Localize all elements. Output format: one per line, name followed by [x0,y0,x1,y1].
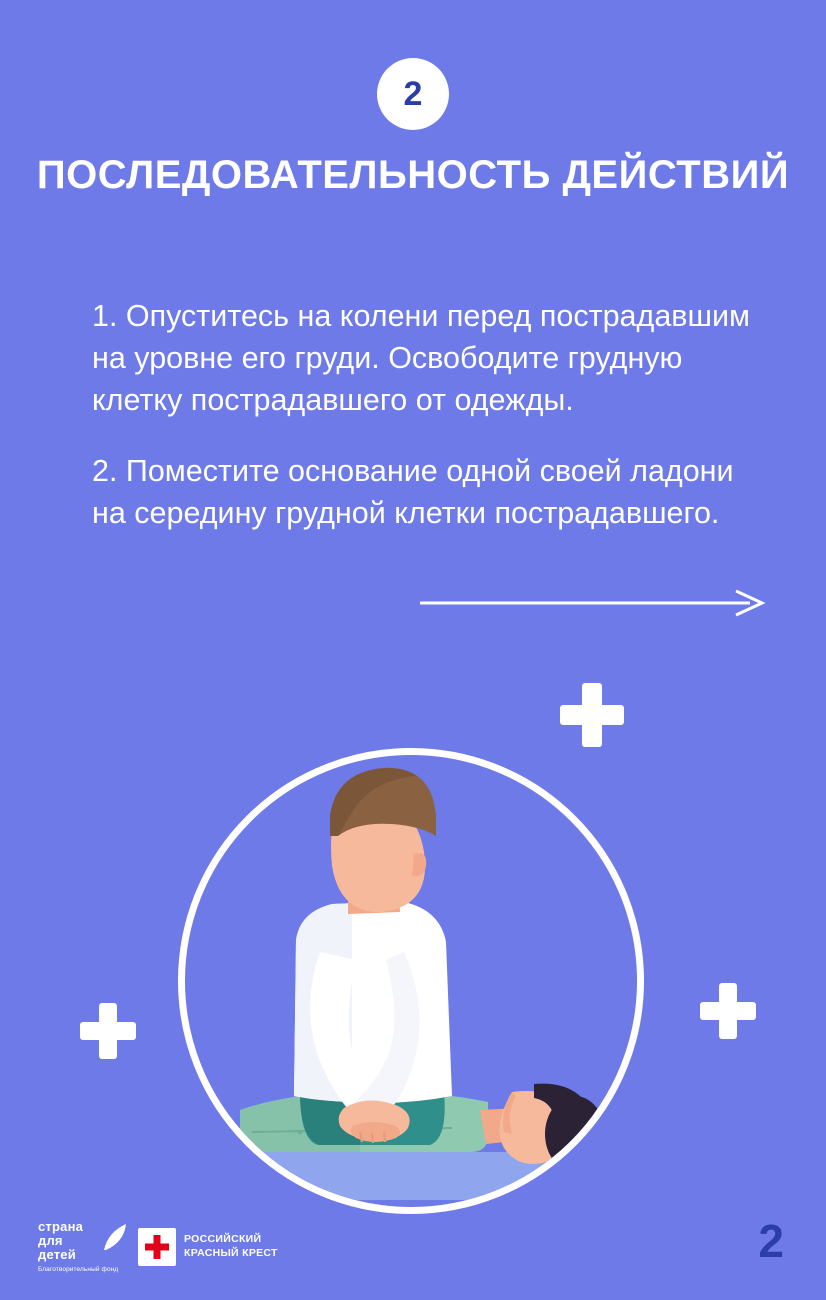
page-number: 2 [758,1215,784,1267]
red-cross-icon [138,1228,176,1266]
russian-red-cross-logo [138,1228,278,1266]
logo-line-3: детей [38,1247,76,1263]
page-title: ПОСЛЕДОВАТЕЛЬНОСТЬ ДЕЙСТВИЙ [36,153,790,197]
leaf-icon [102,1222,130,1252]
instruction-list [92,296,770,535]
illustration-area [0,640,826,1200]
logo-line-2: для [38,1233,63,1249]
logo-line-4: Благотворительный фонд [38,1266,119,1274]
cpr-figures [0,640,826,1200]
strana-dlya-detey-logo [38,1220,118,1274]
instruction-step-2: 2. Поместите основание одной своей ладони на середину грудной клетки пострадавшего. [92,454,734,531]
red-cross-wordmark [184,1233,278,1260]
red-cross-line-1: РОССИЙСКИЙ [184,1233,262,1246]
instruction-step-1: 1. Опуститесь на колени перед пострадавшим на уровне его груди. Освободите грудную клетку пострадавшего от одежды. [92,299,750,417]
red-cross-line-2: КРАСНЫЙ КРЕСТ [184,1247,278,1259]
logo-line-1: страна [38,1219,84,1234]
arrow-right-icon [418,588,766,618]
step-badge-number: 2 [403,75,423,113]
step-badge [377,58,449,130]
